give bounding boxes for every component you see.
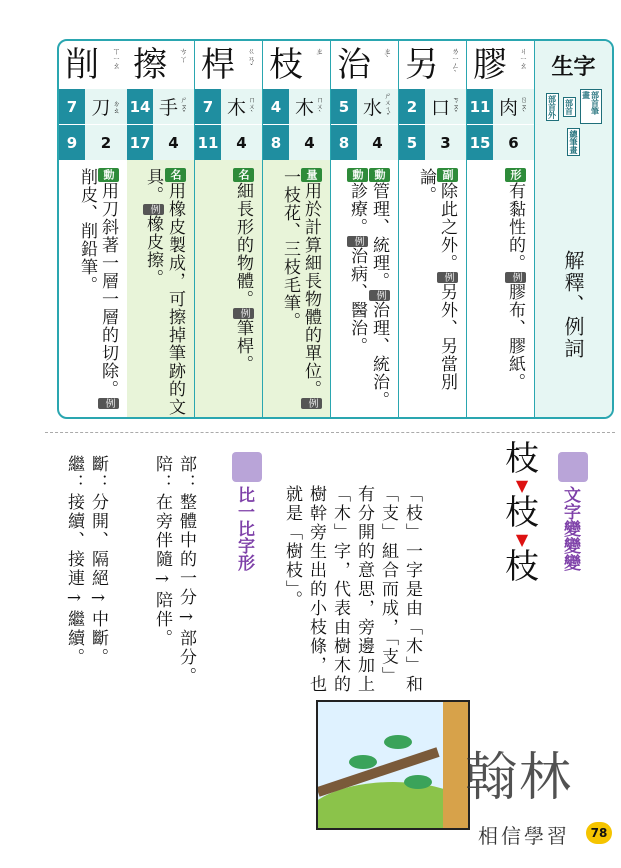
compare-item: 陪：在旁伴隨→陪伴。	[152, 455, 172, 648]
section-divider	[45, 432, 615, 433]
definition-text	[142, 168, 186, 418]
pos-tag: 動	[369, 168, 390, 182]
radical: 刀 ㄉㄠ	[85, 89, 127, 124]
pos-tag: 動	[347, 168, 368, 182]
radical-strokes: 6	[493, 125, 534, 160]
glyph-clerical: 枝	[505, 493, 539, 533]
example-tag: 例	[301, 398, 322, 409]
example: 治理、統治。	[369, 301, 389, 409]
example: 橡皮擦。	[143, 215, 163, 287]
definition-text	[415, 168, 458, 418]
header-title: 生字	[551, 53, 596, 80]
radical-strokes: 4	[153, 125, 194, 160]
outside-strokes: 4	[263, 89, 289, 124]
label-radical-strokes: 部首筆畫	[580, 89, 602, 124]
definition-cell	[263, 160, 330, 417]
definition-text	[232, 168, 254, 418]
radical: 肉 ㄖㄡˋ	[493, 89, 534, 124]
branch-illustration	[316, 700, 470, 830]
compare-item: 部：整體中的一分→部分。	[176, 455, 196, 686]
radical-row	[263, 89, 330, 124]
radical-strokes: 4	[357, 125, 398, 160]
vocab-column	[195, 41, 263, 417]
outside-strokes: 7	[195, 89, 221, 124]
example: 另外、另當別論。	[416, 168, 457, 391]
compare-group-2	[62, 455, 110, 705]
vocab-column	[263, 41, 331, 417]
char-zhuyin: ㄍㄢˇ	[247, 47, 256, 72]
pos-tag: 副	[437, 168, 458, 182]
label-radical: 部首	[564, 98, 574, 115]
compare-title: 比一比字形	[234, 486, 254, 571]
definition: 用橡皮製成，可擦掉筆跡的文具。	[143, 168, 185, 416]
definition-cell	[399, 160, 466, 417]
pos-tag: 形	[505, 168, 526, 182]
definition-cell	[467, 160, 534, 417]
radical-strokes: 4	[221, 125, 262, 160]
outside-strokes: 7	[59, 89, 85, 124]
vocab-character: 擦 ㄘㄚ	[133, 45, 188, 85]
compare-group-1	[150, 455, 198, 705]
definition: 細長形的物體。	[233, 182, 253, 308]
radical-strokes: 3	[425, 125, 466, 160]
vocab-column	[127, 41, 195, 417]
pos-tag: 名	[233, 168, 254, 182]
cup-icon	[232, 452, 262, 482]
example: 筆桿。	[233, 319, 253, 373]
vocab-character: 桿 ㄍㄢˇ	[201, 45, 256, 85]
example-tag: 例	[233, 308, 254, 319]
radical-row	[59, 89, 127, 124]
compare-item: 繼：接續、接連→繼續。	[64, 455, 84, 667]
example-tag: 例	[98, 398, 119, 409]
char-zhuyin: ㄒㄧㄠ	[112, 47, 121, 70]
example: 膠布、膠紙。	[505, 283, 525, 391]
total-strokes: 17	[127, 125, 153, 160]
vocab-character: 削 ㄒㄧㄠ	[65, 45, 121, 85]
example-tag: 例	[369, 290, 390, 301]
total-row	[331, 124, 398, 160]
cup-icon	[558, 452, 588, 482]
header-row-total	[535, 124, 612, 160]
label-outside: 部首外	[547, 94, 557, 119]
total-row	[467, 124, 534, 160]
definition-text	[279, 168, 322, 418]
header-explain	[535, 160, 612, 417]
char-zhuyin: ㄌㄧㄥˋ	[451, 47, 460, 79]
example: 治病、醫治。	[347, 247, 367, 355]
radical: 木 ㄇㄨˋ	[289, 89, 330, 124]
radical: 手 ㄕㄡˇ	[153, 89, 194, 124]
vocab-column	[399, 41, 467, 417]
radical-strokes: 2	[85, 125, 127, 160]
definition-text	[76, 168, 119, 418]
arrow-down-icon: ▼	[515, 476, 529, 495]
brand-logo: 翰林	[465, 748, 574, 808]
total-row	[195, 124, 262, 160]
brand-slogan: 相信學習	[478, 824, 570, 848]
outside-strokes: 5	[331, 89, 357, 124]
radical-row	[331, 89, 398, 124]
total-strokes: 11	[195, 125, 221, 160]
total-row	[59, 124, 127, 160]
radical: 水 ㄕㄨㄟˇ	[357, 89, 398, 124]
outside-strokes: 14	[127, 89, 153, 124]
radical-row	[127, 89, 194, 124]
label-total: 總筆畫	[569, 130, 578, 154]
tree-branch-icon	[318, 702, 468, 828]
example: 一枝花、三枝毛筆。	[280, 168, 300, 330]
pos-tag: 名	[165, 168, 186, 182]
definition: 有黏性的。	[505, 182, 525, 272]
arrow-down-icon: ▼	[515, 530, 529, 549]
label-explain: 解釋、例詞	[561, 250, 585, 360]
page-number: 78	[586, 822, 612, 844]
example: 削皮、削鉛筆。	[77, 168, 97, 294]
definition-cell	[331, 160, 398, 417]
total-strokes: 8	[331, 125, 357, 160]
char-zhuyin: ㄘㄚ	[179, 47, 188, 63]
definition: 除此之外。	[437, 182, 457, 272]
total-strokes: 15	[467, 125, 493, 160]
definition: 管理、統理。	[369, 182, 389, 290]
total-strokes: 8	[263, 125, 289, 160]
radical-row	[195, 89, 262, 124]
total-row	[127, 124, 194, 160]
radical: 木 ㄇㄨˋ	[221, 89, 262, 124]
evolution-title: 文字變變變	[560, 486, 580, 571]
definition: 用刀斜著一層一層的切除。	[98, 182, 118, 398]
vocab-column	[331, 41, 399, 417]
table-header-column	[535, 41, 612, 417]
total-row	[399, 124, 466, 160]
definition-cell	[195, 160, 262, 417]
vocab-table	[57, 39, 614, 419]
total-strokes: 5	[399, 125, 425, 160]
glyph-regular: 枝	[505, 547, 539, 587]
vocab-character: 治 ㄓˋ	[337, 45, 392, 85]
vocab-column	[59, 41, 127, 417]
radical-row	[399, 89, 466, 124]
evolution-text: 「枝」一字是由「木」和「支」組合而成，「支」有分開的意思，旁邊加上「木」字，代表由樹木的樹幹旁生出的小枝條，也就是「樹枝」。	[282, 485, 422, 694]
vocab-character: 枝 ㄓ	[269, 45, 324, 85]
header-row-radical	[535, 89, 612, 124]
radical: 口 ㄎㄡˇ	[425, 89, 466, 124]
radical-row	[467, 89, 534, 124]
vocab-column	[467, 41, 535, 417]
char-zhuyin: ㄓˋ	[383, 47, 392, 64]
evolution-glyphs	[497, 440, 547, 586]
definition-text	[504, 168, 526, 418]
definition: 用於計算細長物體的單位。	[301, 182, 321, 398]
pos-tag: 動	[98, 168, 119, 182]
char-zhuyin: ㄐㄧㄠ	[519, 47, 528, 70]
char-zhuyin: ㄓ	[315, 47, 324, 55]
example-tag: 例	[143, 204, 164, 215]
example-tag: 例	[505, 272, 526, 283]
total-strokes: 9	[59, 125, 85, 160]
example-tag: 例	[437, 272, 458, 283]
definition-cell	[127, 160, 194, 417]
pos-tag: 量	[301, 168, 322, 182]
compare-item: 斷：分開、隔絕→中斷。	[88, 455, 108, 667]
radical-strokes: 4	[289, 125, 330, 160]
outside-strokes: 2	[399, 89, 425, 124]
example-tag: 例	[347, 236, 368, 247]
definition: 診療。	[347, 182, 367, 236]
glyph-seal: 枝	[505, 439, 539, 479]
vocab-character: 另 ㄌㄧㄥˋ	[405, 45, 460, 85]
outside-strokes: 11	[467, 89, 493, 124]
vocab-character: 膠 ㄐㄧㄠ	[473, 45, 528, 85]
definition-cell	[59, 160, 127, 417]
definition-text	[346, 168, 390, 418]
total-row	[263, 124, 330, 160]
